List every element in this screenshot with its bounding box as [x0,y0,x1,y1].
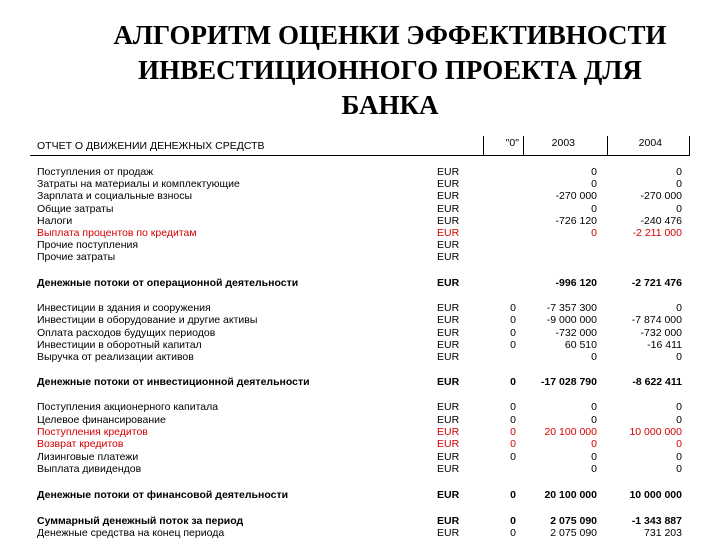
cell-value-2004: -2 211 000 [632,227,682,239]
header-underline [30,155,690,156]
cell-value-2004: 10 000 000 [629,426,682,438]
table-row [37,426,687,438]
table-row [37,463,687,475]
cell-value-2003: 2 075 090 [550,527,597,539]
cell-value-0: 0 [510,527,516,539]
cell-value-2003: 0 [591,463,597,475]
row-currency: EUR [437,251,460,263]
table-total-row [37,376,687,388]
table-row [37,414,687,426]
table-total-row [37,277,687,289]
cell-value-2003: -7 357 300 [546,302,597,314]
table-row [37,527,687,539]
row-label: Инвестиции в здания и сооружения [37,302,211,314]
cell-value-2003: 0 [591,166,597,178]
table-row [37,314,687,326]
row-currency: EUR [437,215,460,227]
table-row [37,339,687,351]
report-header [30,136,690,156]
cell-value-2004: 0 [676,463,682,475]
cell-value-2004: 0 [676,401,682,413]
cell-value-2003: -17 028 790 [540,376,597,388]
cell-value-2004: 0 [676,178,682,190]
table-row [37,251,687,263]
cell-value-0: 0 [510,327,516,339]
table-row [37,215,687,227]
row-currency: EUR [437,463,460,475]
table-row [37,203,687,215]
cell-value-2004: -7 874 000 [631,314,682,326]
row-currency: EUR [437,438,460,450]
cell-value-2003: 0 [591,227,597,239]
cell-value-2004: -2 721 476 [631,277,682,289]
row-currency: EUR [437,515,460,527]
table-row [37,351,687,363]
row-currency: EUR [437,401,460,413]
row-currency: EUR [437,426,460,438]
row-currency: EUR [437,190,460,202]
row-label: Суммарный денежный поток за период [37,515,244,527]
row-label: Денежные потоки от инвестиционной деятельности [37,376,310,388]
row-label: Зарплата и социальные взносы [37,190,193,202]
cell-value-0: 0 [510,438,516,450]
cell-value-2003: 0 [591,451,597,463]
cell-value-2003: 20 100 000 [544,426,597,438]
cell-value-2003: 0 [591,401,597,413]
row-label: Инвестиции в оборудование и другие активы [37,314,258,326]
row-currency: EUR [437,178,460,190]
table-total-row [37,515,687,527]
cell-value-2004: -8 622 411 [632,376,682,388]
cell-value-2004: 0 [676,414,682,426]
row-label: Лизинговые платежи [37,451,139,463]
cell-value-2003: 2 075 090 [550,515,597,527]
row-currency: EUR [437,227,460,239]
table-row [37,227,687,239]
row-currency: EUR [437,166,460,178]
row-currency: EUR [437,277,460,289]
column-header-2003: 2003 [551,137,575,149]
cell-value-2004: -270 000 [640,190,682,202]
row-label: Денежные средства на конец периода [37,527,225,539]
cell-value-2004: 0 [676,451,682,463]
table-total-row [37,489,687,501]
cell-value-2004: 0 [676,203,682,215]
cell-value-0: 0 [510,489,516,501]
cell-value-2003: 0 [591,178,597,190]
cell-value-2004: -732 000 [640,327,682,339]
row-currency: EUR [437,451,460,463]
row-label: Налоги [37,215,73,227]
cell-value-2003: 0 [591,438,597,450]
cell-value-2003: -732 000 [555,327,597,339]
title-line-3: БАНКА [341,90,439,120]
row-currency: EUR [437,376,460,388]
table-row [37,438,687,450]
cell-value-2004: 10 000 000 [629,489,682,501]
row-label: Денежные потоки от операционной деятельности [37,277,299,289]
cell-value-0: 0 [510,401,516,413]
row-currency: EUR [437,239,460,251]
cell-value-2004: 731 203 [644,527,682,539]
row-label: Затраты на материалы и комплектующие [37,178,240,190]
cell-value-0: 0 [510,414,516,426]
row-label: Общие затраты [37,203,114,215]
cell-value-2003: 0 [591,351,597,363]
cell-value-2004: -240 476 [640,215,682,227]
cell-value-2003: 0 [591,203,597,215]
column-header-0: "0" [505,137,519,149]
cell-value-2004: -16 411 [647,339,682,351]
cell-value-2004: -1 343 887 [631,515,682,527]
cell-value-0: 0 [510,376,516,388]
row-label: Денежные потоки от финансовой деятельности [37,489,289,501]
cell-value-0: 0 [510,426,516,438]
table-row [37,239,687,251]
cell-value-2003: -996 120 [555,277,597,289]
cell-value-2004: 0 [676,166,682,178]
header-divider [689,136,690,155]
row-currency: EUR [437,527,460,539]
row-currency: EUR [437,302,460,314]
cell-value-0: 0 [510,339,516,351]
table-row [37,302,687,314]
row-currency: EUR [437,327,460,339]
row-currency: EUR [437,351,460,363]
row-label: Инвестиции в оборотный капитал [37,339,202,351]
row-label: Поступления кредитов [37,426,148,438]
table-row [37,178,687,190]
cell-value-2004: 0 [676,351,682,363]
table-row [37,401,687,413]
table-row [37,327,687,339]
title-line-1: АЛГОРИТМ ОЦЕНКИ ЭФФЕКТИВНОСТИ [113,20,667,50]
cell-value-2003: 60 510 [564,339,597,351]
cell-value-2004: 0 [676,438,682,450]
cell-value-2004: 0 [676,302,682,314]
cell-value-0: 0 [510,451,516,463]
row-currency: EUR [437,489,460,501]
row-label: Оплата расходов будущих периодов [37,327,216,339]
row-label: Прочие поступления [37,239,139,251]
table-row [37,190,687,202]
cell-value-2003: -270 000 [555,190,597,202]
column-header-2004: 2004 [638,137,662,149]
cell-value-2003: -9 000 000 [546,314,597,326]
table-row [37,451,687,463]
row-currency: EUR [437,314,460,326]
cell-value-0: 0 [510,314,516,326]
row-label: Возврат кредитов [37,438,124,450]
slide-title [60,18,720,123]
row-label: Целевое финансирование [37,414,166,426]
cell-value-2003: 20 100 000 [544,489,597,501]
cell-value-2003: -726 120 [555,215,597,227]
title-line-2: ИНВЕСТИЦИОННОГО ПРОЕКТА ДЛЯ [138,55,642,85]
row-currency: EUR [437,339,460,351]
report-heading: ОТЧЕТ О ДВИЖЕНИИ ДЕНЕЖНЫХ СРЕДСТВ [37,140,265,152]
row-label: Поступления от продаж [37,166,154,178]
cell-value-0: 0 [510,515,516,527]
row-label: Выручка от реализации активов [37,351,194,363]
row-label: Прочие затраты [37,251,116,263]
cell-value-2003: 0 [591,414,597,426]
row-label: Выплата процентов по кредитам [37,227,197,239]
row-currency: EUR [437,414,460,426]
row-label: Выплата дивидендов [37,463,142,475]
row-currency: EUR [437,203,460,215]
row-label: Поступления акционерного капитала [37,401,219,413]
cell-value-0: 0 [510,302,516,314]
table-row [37,166,687,178]
